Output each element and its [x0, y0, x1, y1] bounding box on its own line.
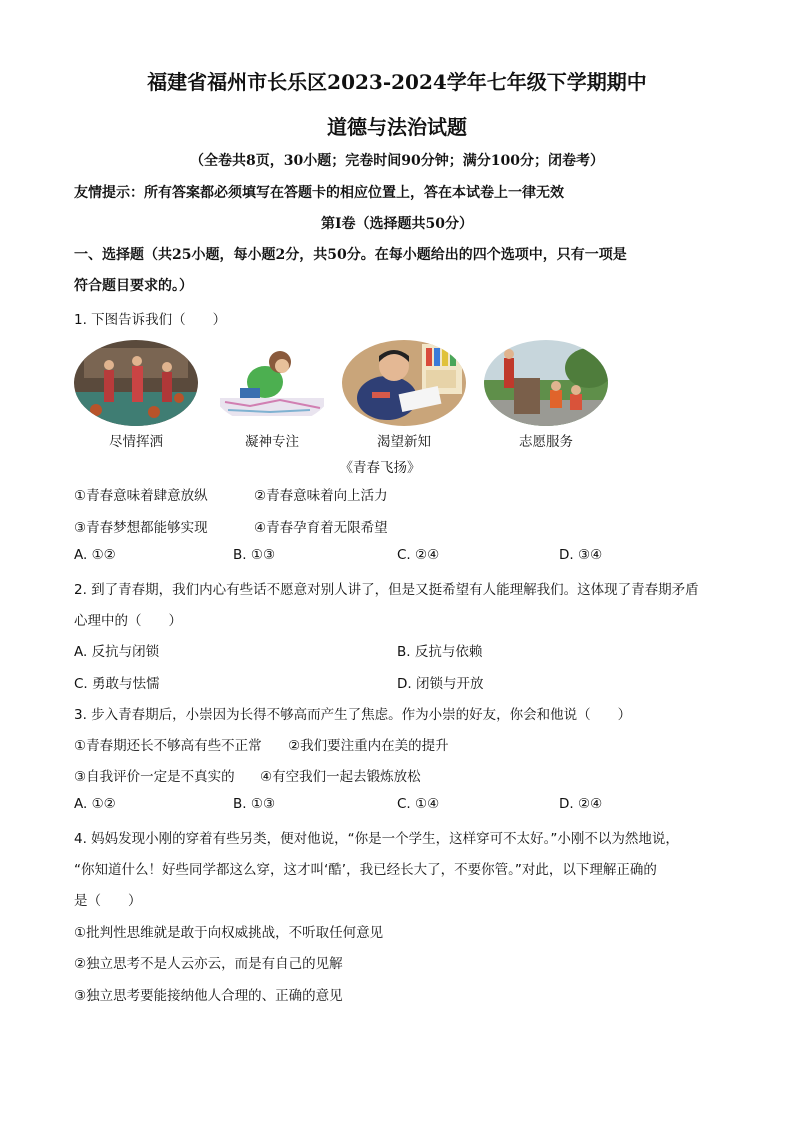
child-drawing-photo	[210, 340, 334, 426]
q4-stem: 是（ ）	[74, 893, 142, 909]
q2-option-a[interactable]: A. 反抗与闭锁	[74, 644, 160, 660]
q2-option-d[interactable]: D. 闭锁与开放	[397, 676, 484, 692]
volume-title: 第Ⅰ卷（选择题共50分）	[320, 216, 474, 232]
q3-statement: ②我们要注重内在美的提升	[288, 738, 449, 754]
q3-stem: 3. 步入青春期后，小崇因为长得不够高而产生了焦虑。作为小崇的好友，你会和他说（ ）	[74, 707, 632, 723]
figure-title: 《青春飞扬》	[339, 460, 421, 476]
boy-reading-photo	[342, 340, 466, 426]
q4-stem: 4. 妈妈发现小刚的穿着有些另类，便对他说，“你是一个学生，这样穿可不太好。”小刚不以为然地说，	[74, 831, 679, 847]
q2-option-b[interactable]: B. 反抗与依赖	[397, 644, 483, 660]
q1-statement: ①青春意味着肆意放纵	[74, 488, 208, 504]
q4-statement: ③独立思考要能接纳他人合理的、正确的意见	[74, 988, 343, 1004]
q3-statement: ③自我评价一定是不真实的	[74, 769, 235, 785]
q3-option-d[interactable]: D. ②④	[559, 796, 603, 812]
q3-option-a[interactable]: A. ①②	[74, 796, 116, 812]
q1-statement: ③青春梦想都能够实现	[74, 520, 208, 536]
q2-stem: 2. 到了青春期，我们内心有些话不愿意对别人讲了，但是又挺希望有人能理解我们。这体现了青春期矛盾	[74, 582, 699, 598]
exam-info: （全卷共8页，30小题；完卷时间90分钟；满分100分；闭卷考）	[190, 153, 604, 169]
photo-caption: 尽情挥洒	[109, 434, 163, 450]
q1-option-c[interactable]: C. ②④	[397, 547, 440, 563]
q3-option-c[interactable]: C. ①④	[397, 796, 440, 812]
friendly-tip: 友情提示：所有答案都必须填写在答题卡的相应位置上，答在本试卷上一律无效	[74, 185, 564, 201]
q4-statement: ①批判性思维就是敢于向权威挑战，不听取任何意见	[74, 925, 384, 941]
q3-option-b[interactable]: B. ①③	[233, 796, 276, 812]
volunteer-photo	[484, 340, 608, 426]
q1-stem: 1. 下图告诉我们（ ）	[74, 312, 227, 328]
q1-statement: ④青春孕育着无限希望	[254, 520, 388, 536]
photo-caption: 渴望新知	[377, 434, 431, 450]
photo-caption: 凝神专注	[245, 434, 299, 450]
section-instructions-line2: 符合题目要求的。）	[74, 278, 193, 294]
q1-statement: ②青春意味着向上活力	[254, 488, 388, 504]
q3-statement: ①青春期还长不够高有些不正常	[74, 738, 262, 754]
q1-option-b[interactable]: B. ①③	[233, 547, 276, 563]
q1-option-d[interactable]: D. ③④	[559, 547, 603, 563]
exam-subject: 道德与法治试题	[327, 115, 467, 139]
q4-stem: “你知道什么！好些同学都这么穿，这才叫‘酷’，我已经长大了，不要你管。”对此，以下理解正确的	[74, 862, 657, 878]
photo-caption: 志愿服务	[519, 434, 573, 450]
q3-statement: ④有空我们一起去锻炼放松	[260, 769, 421, 785]
exam-title: 福建省福州市长乐区2023-2024学年七年级下学期期中	[147, 70, 647, 94]
q1-option-a[interactable]: A. ①②	[74, 547, 116, 563]
q4-statement: ②独立思考不是人云亦云，而是有自己的见解	[74, 956, 343, 972]
q2-option-c[interactable]: C. 勇敢与怯懦	[74, 676, 160, 692]
basketball-photo	[74, 340, 198, 426]
q2-stem: 心理中的（ ）	[74, 613, 182, 629]
section-instructions-line1: 一、选择题（共25小题，每小题2分，共50分。在每小题给出的四个选项中，只有一项是	[74, 247, 627, 263]
